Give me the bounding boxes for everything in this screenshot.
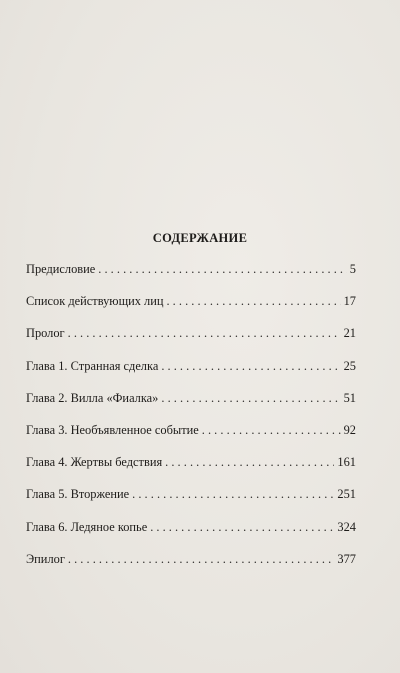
toc-entry-label: Глава 4. Жертвы бедствия [26,455,163,470]
toc-entry [26,391,356,423]
toc-entry [26,455,356,487]
dot-leader [132,487,334,502]
toc-entry-label: Эпилог [26,551,65,566]
toc-entry-page: 25 [343,358,356,373]
toc-entry [26,552,356,584]
dot-leader [161,359,340,374]
toc-entry-label: Предисловие [26,262,96,276]
dot-leader [166,294,340,309]
dot-leader [165,455,334,470]
toc-entry [26,294,356,326]
toc-entry-label: Глава 1. Странная сделка [26,358,159,373]
dot-leader [98,262,347,277]
toc-entry-page: 377 [337,551,356,566]
toc-entry-page: 324 [337,519,356,534]
toc-entry [26,326,356,358]
toc-entry-page: 161 [337,455,356,470]
toc-entry-page: 17 [343,294,356,309]
toc-entry [26,487,356,519]
toc-entry-label: Глава 5. Вторжение [26,487,130,502]
toc-entry [26,262,356,294]
dot-leader [202,423,341,438]
toc-entry-label: Глава 6. Ледяное копье [26,519,148,534]
toc-entry-label: Глава 2. Вилла «Фиалка» [26,390,159,405]
toc-entry-page: 51 [343,390,356,405]
dot-leader [150,520,334,535]
toc-entry [26,520,356,552]
toc-entry-label: Пролог [26,326,65,341]
toc-entry-label: Глава 3. Необъявленное событие [26,422,199,437]
toc-entry-page: 21 [343,326,356,341]
toc-title: СОДЕРЖАНИЕ [152,231,248,245]
dot-leader [68,326,341,341]
table-of-contents [26,262,356,584]
dot-leader [161,391,340,406]
toc-entry [26,359,356,391]
toc-entry-page: 5 [349,262,356,276]
toc-entry-page: 92 [343,422,356,437]
toc-entry [26,423,356,455]
dot-leader [68,552,335,567]
toc-entry-page: 251 [337,487,356,502]
toc-entry-label: Список действующих лиц [26,294,164,309]
